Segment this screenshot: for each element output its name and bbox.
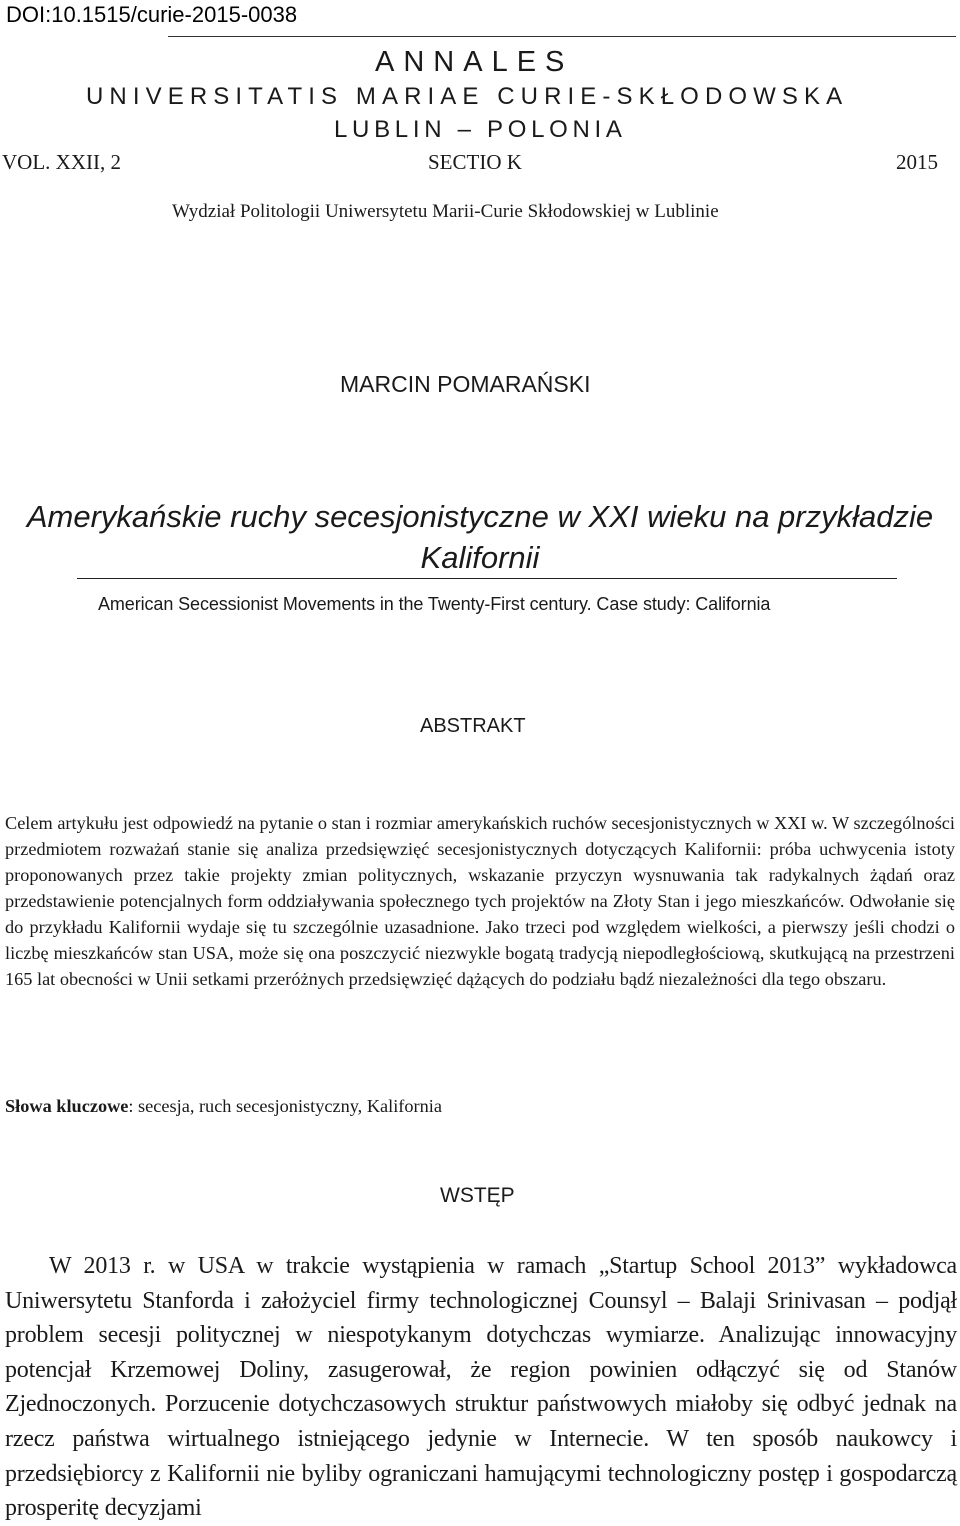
abstract-text: Celem artykułu jest odpowiedź na pytanie o stan i rozmiar amerykańskich ruchów secesjonistycznych w XXI w. W szczególności przedmiotem rozważań stanie się analiza przedsięwzięć secesjonistycznych dotyczących Kalifornii: próba uchwycenia istoty proponowanych przez takie projekty zmian politycznych, wskazanie przyczyn wysnuwania tak radykalnych żądań oraz przedstawienie potencjalnych form oddziaływania społecznego tych projektów na Złoty Stan i jego mieszkańców. Odwołanie się do przykładu Kalifornii wydaje się tu szczególnie uzasadnione. Jako trzeci pod względem wielkości, a pierwszy jeśli chodzi o liczbę mieszkańców stan USA, może się ona poszczycić niezwykle bogatą tradycją niepodległościową, skutkującą na przestrzeni 165 lat obecności w Unii setkami przeróżnych przedsięwzięć dążących do podziału bądź niezależności dla tego obszaru. xyxy=(5,813,955,989)
journal-university: UNIVERSITATIS MARIAE CURIE-SKŁODOWSKA xyxy=(86,83,849,110)
keywords-label: Słowa kluczowe xyxy=(5,1096,129,1116)
title-rule xyxy=(77,578,897,579)
article-title-english: American Secessionist Movements in the Twenty-First century. Case study: California xyxy=(98,594,771,614)
author-affiliation: Wydział Politologii Uniwersytetu Marii-Curie Skłodowskiej w Lublinie xyxy=(172,201,719,222)
journal-volume: VOL. XXII, 2 xyxy=(2,150,121,174)
journal-section: SECTIO K xyxy=(428,150,522,174)
journal-location: LUBLIN – POLONIA xyxy=(334,116,627,143)
header-rule xyxy=(168,36,956,37)
keywords xyxy=(5,1096,442,1117)
body-paragraph-text: W 2013 r. w USA w trakcie wystąpienia w ramach „Startup School 2013” wykładowca Uniwersytetu Stanforda i założyciel firmy technologicznej Counsyl – Balaji Srinivasan – podjął problem secesji politycznej w niespotykanym dotychczas wymiarze. Analizując innowacyjny potencjał Krzemowej Doliny, zasugerował, że region powinien odłączyć się od Stanów Zjednoczonych. Porzucenie dotychczasowych struktur państwowych miałoby się odbyć jednak na rzecz państwa wirtualnego istniejącego jedynie w Internecie. W ten sposób naukowcy i przedsiębiorcy z Kalifornii nie byliby ograniczani hamującymi technologiczny postęp i gospodarczą prosperitę decyzjami xyxy=(5,1253,957,1522)
journal-title: ANNALES xyxy=(375,46,574,78)
author-name: MARCIN POMARAŃSKI xyxy=(340,371,591,397)
keywords-list: : secesja, ruch secesjonistyczny, Kalifornia xyxy=(128,1096,442,1116)
body-paragraph xyxy=(5,1249,957,1526)
doi-identifier: DOI:10.1515/curie-2015-0038 xyxy=(6,2,298,27)
article-title-polish: Amerykańskie ruchy secesjonistyczne w XXI wieku na przykładzie Kalifornii xyxy=(26,499,934,575)
abstract-heading: ABSTRAKT xyxy=(420,715,526,737)
section-heading: WSTĘP xyxy=(440,1184,515,1207)
journal-year: 2015 xyxy=(896,150,938,174)
